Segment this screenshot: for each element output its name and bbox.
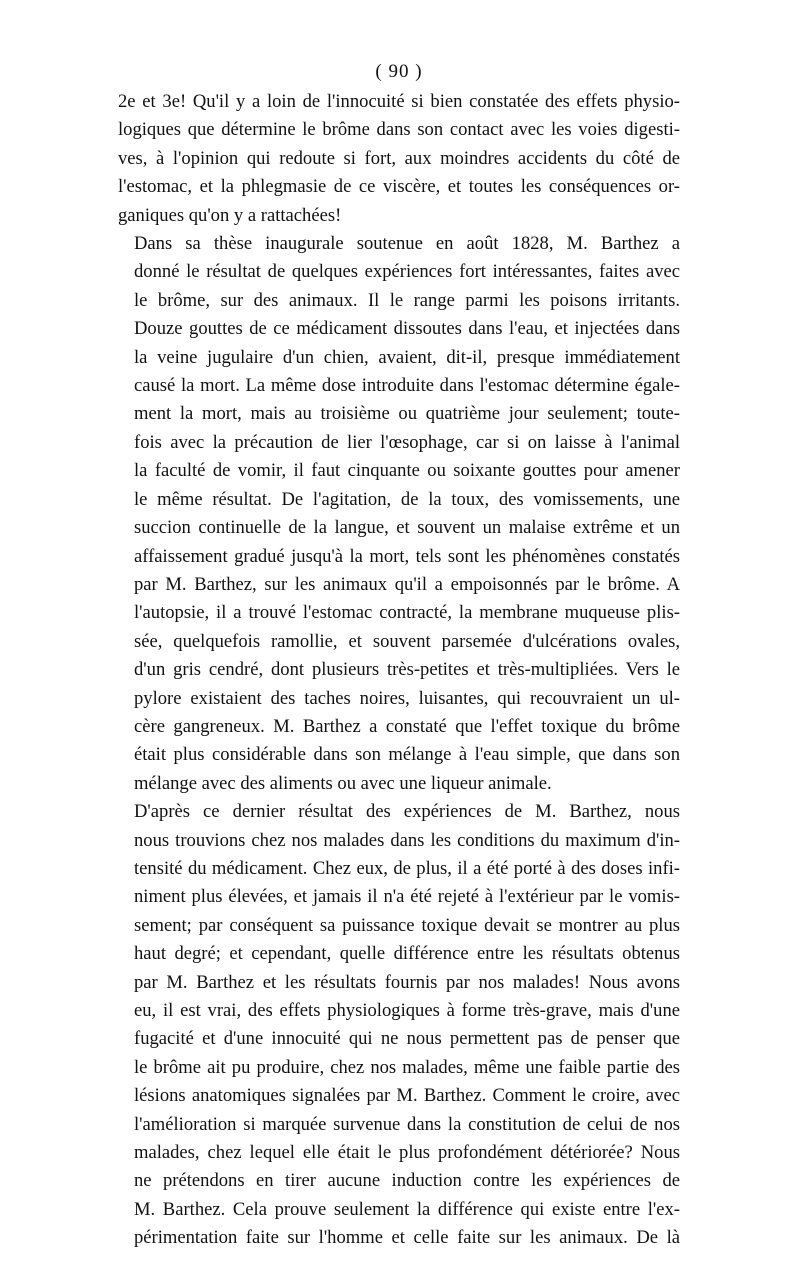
text-line: malades, chez lequel elle était le plus profondément détériorée? Nous (134, 1142, 680, 1164)
text-line: Douze gouttes de ce médicament dissoutes dans l'eau, et injectées dans (134, 318, 680, 340)
text-line: ves, à l'opinion qui redoute si fort, aux moindres accidents du côté de (118, 147, 680, 169)
text-line: était plus considérable dans son mélange à l'eau simple, que dans son (134, 744, 680, 766)
text-line: causé la mort. La même dose introduite dans l'estomac détermine égale- (134, 375, 680, 397)
text-line: ne prétendons en tirer aucune induction contre les expériences de (134, 1170, 680, 1192)
text-line: nous trouvions chez nos malades dans les conditions du maximum d'in- (134, 829, 680, 851)
text-line: pylore existaient des taches noires, luisantes, qui recouvraient un ul- (134, 687, 680, 709)
text-line: par M. Barthez et les résultats fournis par nos malades! Nous avons (134, 971, 680, 993)
text-line: ganiques qu'on y a rattachées! (118, 204, 342, 226)
text-line: le même résultat. De l'agitation, de la toux, des vomissements, une (134, 488, 680, 510)
text-line: mélange avec des aliments ou avec une liqueur animale. (134, 772, 552, 794)
text-line: donné le résultat de quelques expériences fort intéressantes, faites avec (134, 261, 680, 283)
text-line: l'amélioration si marquée survenue dans la constitution de celui de nos (134, 1113, 680, 1135)
text-line: eu, il est vrai, des effets physiologiques à forme très-grave, mais d'une (134, 1000, 680, 1021)
text-line: le brôme ait pu produire, chez nos malades, même une faible partie des (134, 1056, 680, 1078)
text-line: la faculté de vomir, il faut cinquante ou soixante gouttes pour amener (134, 460, 680, 482)
text-line: par M. Barthez, sur les animaux qu'il a empoisonnés par le brôme. A (134, 573, 680, 595)
text-line: 2e et 3e! Qu'il y a loin de l'innocuité si bien constatée des effets physio- (118, 91, 680, 112)
text-line: haut degré; et cependant, quelle différence entre les résultats obtenus (134, 943, 680, 965)
text-line: niment plus élevées, et jamais il n'a été rejeté à l'extérieur par le vomis- (134, 886, 680, 908)
text-line: l'estomac, et la phlegmasie de ce viscère, et toutes les conséquences or- (118, 176, 680, 198)
text-line: logiques que détermine le brôme dans son contact avec les voies digesti- (118, 119, 680, 141)
text-line: lésions anatomiques signalées par M. Barthez. Comment le croire, avec (134, 1085, 680, 1107)
text-line: succion continuelle de la langue, et souvent un malaise extrême et un (134, 517, 680, 539)
text-line: tensité du médicament. Chez eux, de plus, il a été porté à des doses infi- (134, 857, 680, 879)
text-line: le brôme, sur des animaux. Il le range parmi les poisons irritants. (134, 289, 680, 311)
text-line: la veine jugulaire d'un chien, avaient, dit-il, presque immédiatement (134, 346, 680, 368)
text-line: périmentation faite sur l'homme et celle faite sur les animaux. De là (134, 1227, 680, 1249)
body-text (118, 88, 680, 1253)
text-line: fois avec la précaution de lier l'œsophage, car si on laisse à l'animal (134, 431, 680, 453)
text-line: fugacité et d'une innocuité qui ne nous permettent pas de penser que (134, 1028, 680, 1050)
text-line: Dans sa thèse inaugurale soutenue en août 1828, M. Barthez a (134, 233, 680, 255)
paragraph (118, 798, 680, 1253)
text-line: M. Barthez. Cela prouve seulement la différence qui existe entre l'ex- (134, 1198, 680, 1220)
book-page (118, 58, 680, 1253)
text-line: sement; par conséquent sa puissance toxique devait se montrer au plus (134, 914, 680, 936)
text-line: l'autopsie, il a trouvé l'estomac contracté, la membrane muqueuse plis- (134, 602, 680, 624)
paragraph (118, 230, 680, 798)
text-line: affaissement gradué jusqu'à la mort, tels sont les phénomènes constatés (134, 545, 680, 567)
text-line: D'après ce dernier résultat des expériences de M. Barthez, nous (134, 801, 680, 823)
paragraph (118, 88, 680, 230)
text-line: sée, quelquefois ramollie, et souvent parsemée d'ulcérations ovales, (134, 630, 680, 652)
text-line: d'un gris cendré, dont plusieurs très-petites et très-multipliées. Vers le (134, 659, 680, 681)
text-line: ment la mort, mais au troisième ou quatrième jour seulement; toute- (134, 403, 680, 425)
text-line: cère gangreneux. M. Barthez a constaté que l'effet toxique du brôme (134, 715, 680, 737)
page-number: ( 90 ) (375, 61, 423, 82)
